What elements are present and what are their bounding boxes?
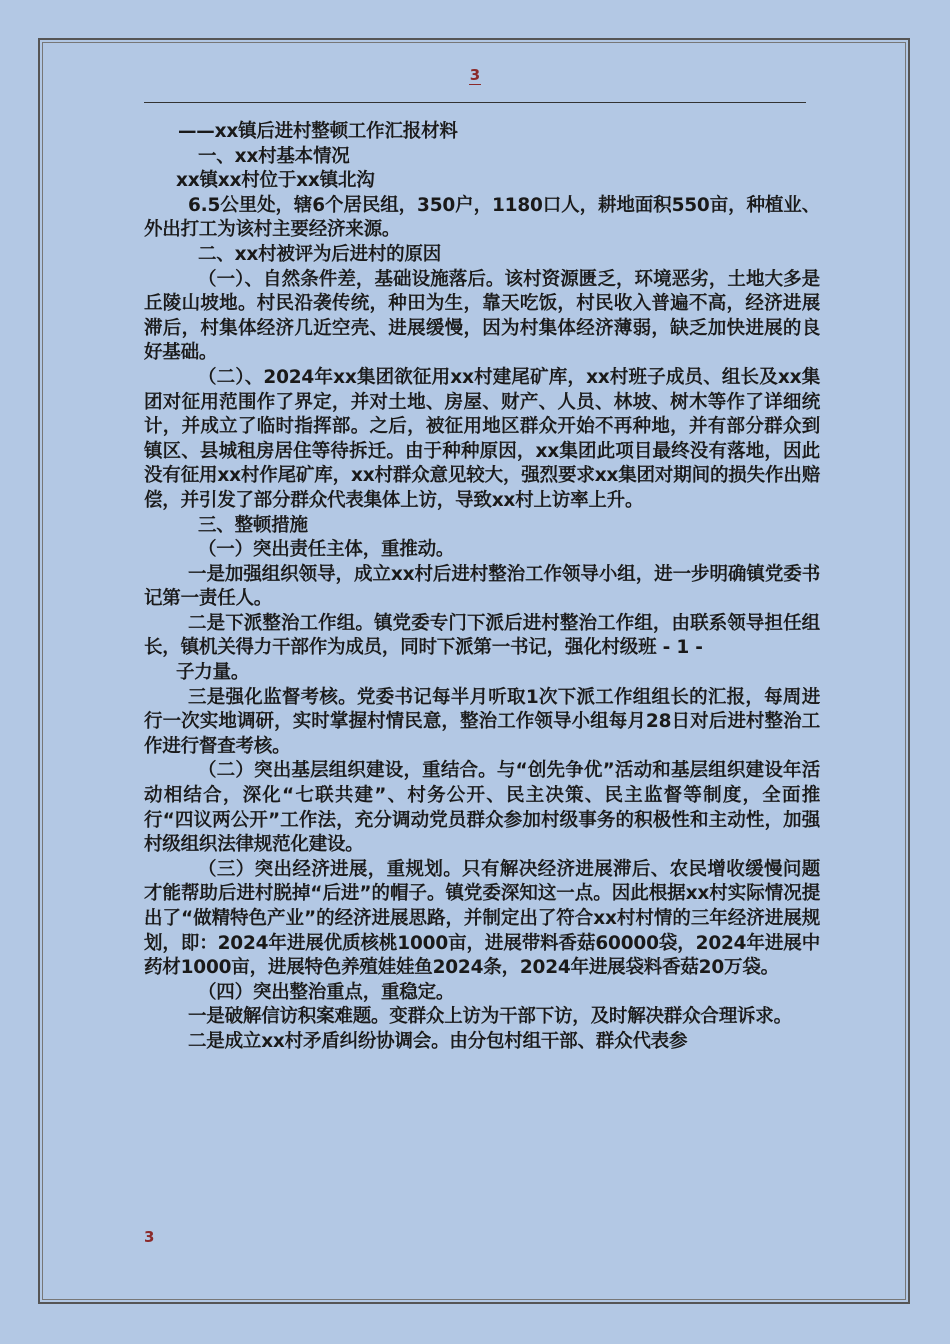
paragraph: 二是下派整治工作组。镇党委专门下派后进村整治工作组，由联系领导担任组长，镇机关得力干部作为成员，同时下派第一书记，强化村级班 - 1 -: [144, 612, 820, 659]
paragraph: （一）突出责任主体，重推动。: [198, 539, 455, 561]
paragraph: 6.5公里处，辖6个居民组，350户，1180口人，耕地面积550亩，种植业、外出打工为该村主要经济来源。: [144, 194, 820, 241]
paragraph: 一是加强组织领导，成立xx村后进村整治工作领导小组，进一步明确镇党委书记第一责任人。: [144, 563, 820, 610]
paragraph: 子力量。: [176, 662, 250, 684]
document-body: [144, 120, 820, 1055]
paragraph: 三是强化监督考核。党委书记每半月听取1次下派工作组组长的汇报，每周进行一次实地调研，实时掌握村情民意，整治工作领导小组每月28日对后进村整治工作进行督查考核。: [144, 686, 820, 757]
paragraph: 二是成立xx村矛盾纠纷协调会。由分包村组干部、群众代表参: [188, 1030, 688, 1052]
paragraph: （四）突出整治重点，重稳定。: [198, 981, 455, 1003]
paragraph: 二、xx村被评为后进村的原因: [198, 243, 442, 265]
paragraph: （三）突出经济进展，重规划。只有解决经济进展滞后、农民增收缓慢问题才能帮助后进村脱掉“后进”的帽子。镇党委深知这一点。因此根据xx村实际情况提出了“做精特色产业”的经济进展思路，并制定出了符合xx村村情的三年经济进展规划，即：2024年进展优质核桃1000亩，进展带料香菇60000袋，2024年进展中药材1000亩，进展特色养殖娃娃鱼2024条，2024年进展袋料香菇20万袋。: [144, 858, 820, 979]
paragraph: （二）、2024年xx集团欲征用xx村建尾矿库，xx村班子成员、组长及xx集团对征用范围作了界定，并对土地、房屋、财产、人员、林坡、树木等作了详细统计，并成立了临时指挥部。之后，被征用地区群众开始不再种地，并有部分群众到镇区、县城租房居住等待拆迁。由于种种原因，xx集团此项目最终没有落地，因此没有征用xx村作尾矿库，xx村群众意见较大，强烈要求xx集团对期间的损失作出赔偿，并引发了部分群众代表集体上访，导致xx村上访率上升。: [144, 366, 820, 511]
header-divider: [144, 102, 806, 103]
paragraph: ——xx镇后进村整顿工作汇报材料: [178, 121, 458, 142]
paragraph: （一）、自然条件差，基础设施落后。该村资源匮乏，环境恶劣，土地大多是丘陵山坡地。村民沿袭传统，种田为生，靠天吃饭，村民收入普遍不高，经济进展滞后，村集体经济几近空壳、进展缓慢，因为村集体经济薄弱，缺乏加快进展的良好基础。: [144, 268, 820, 364]
paragraph: xx镇xx村位于xx镇北沟: [176, 170, 375, 192]
paragraph: 一是破解信访积案难题。变群众上访为干部下访，及时解决群众合理诉求。: [188, 1006, 792, 1028]
paragraph: 三、整顿措施: [198, 514, 308, 536]
header-page-number: 3: [469, 66, 481, 84]
paragraph: （二）突出基层组织建设，重结合。与“创先争优”活动和基层组织建设年活动相结合，深化“七联共建”、村务公开、民主决策、民主监督等制度，全面推行“四议两公开”工作法，充分调动党员群众参加村级事务的积极性和主动性，加强村级组织法律规范化建设。: [144, 760, 820, 856]
footer-page-number: 3: [144, 1228, 155, 1246]
paragraph: 一、xx村基本情况: [198, 145, 350, 167]
